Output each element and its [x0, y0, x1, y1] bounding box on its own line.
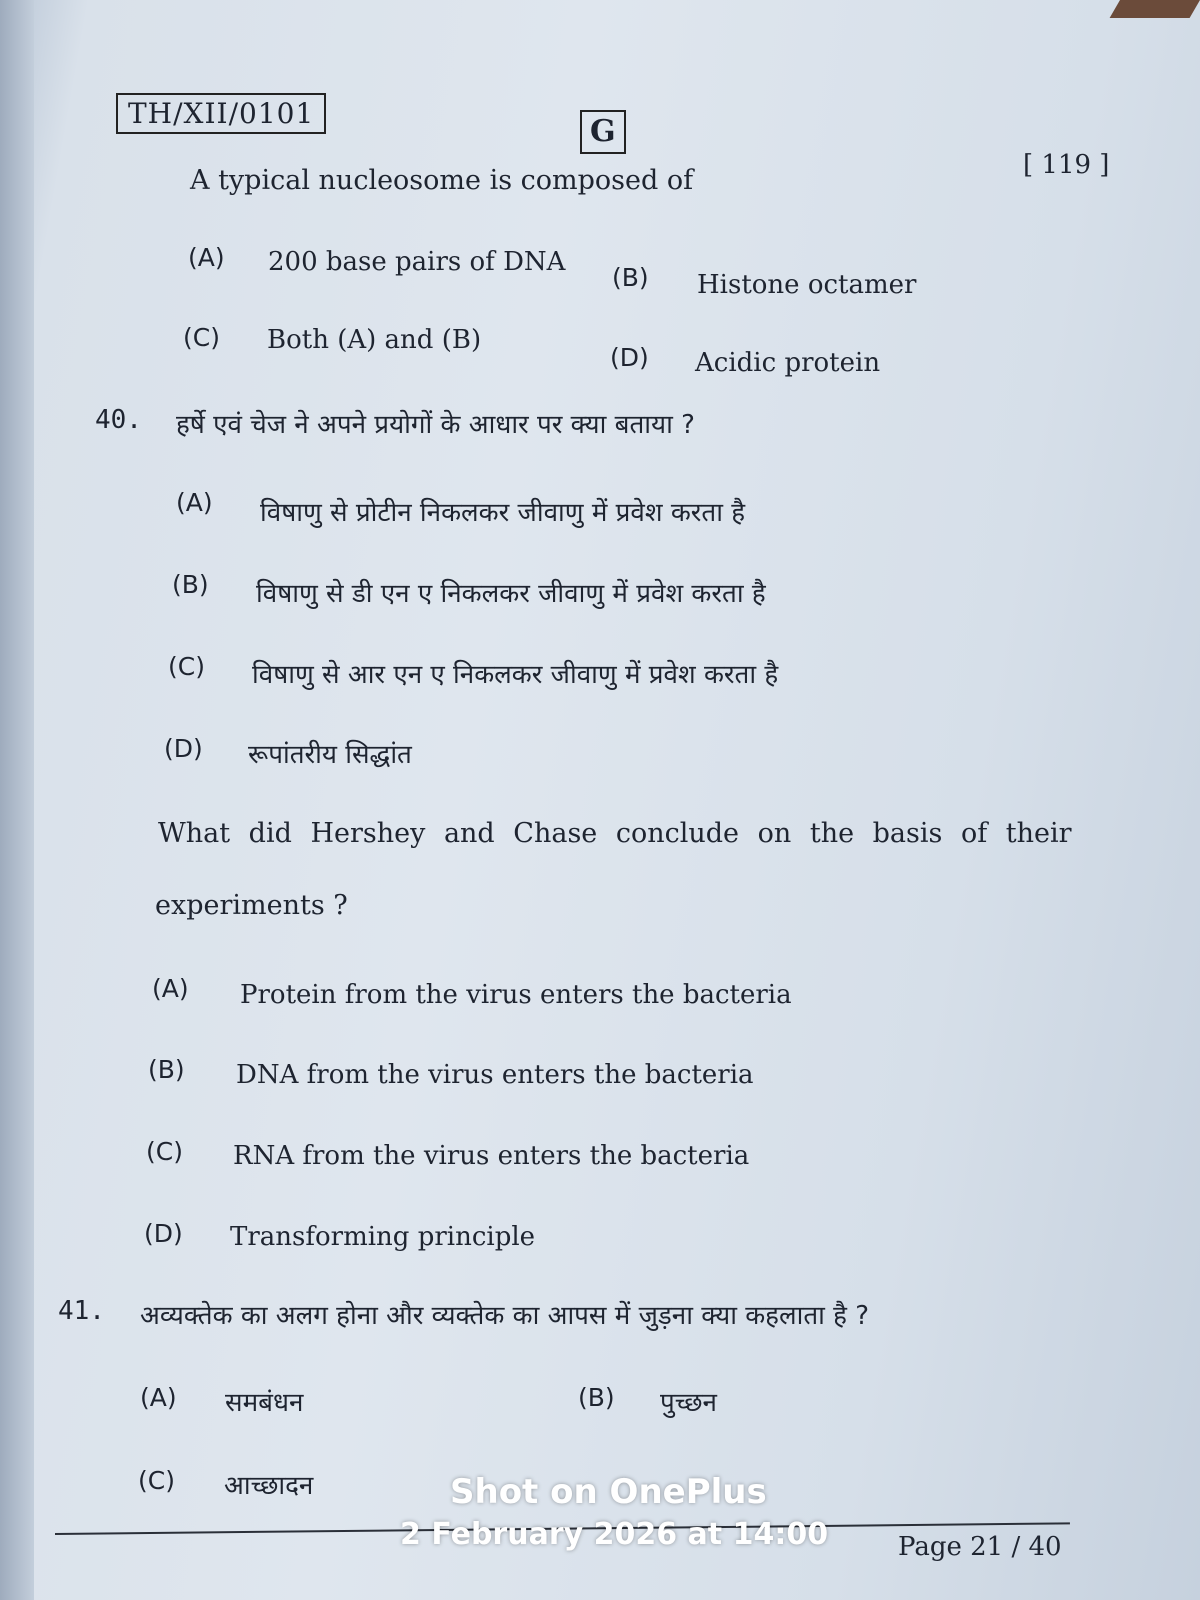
q40-en-opt-d-label: (D)	[144, 1219, 183, 1248]
q39-opt-b-label: (B)	[612, 263, 649, 292]
q39-opt-a-text: 200 base pairs of DNA	[268, 247, 566, 277]
q40-hi-opt-d-text: रूपांतरीय सिद्धांत	[248, 740, 412, 770]
q41-opt-b-label: (B)	[578, 1383, 615, 1412]
page-corner-shadow	[1110, 0, 1200, 18]
q40-en-opt-a-label: (A)	[152, 974, 189, 1003]
q40-hi-opt-c-label: (C)	[168, 652, 205, 681]
q39-opt-b-text: Histone octamer	[697, 270, 917, 300]
q40-hi-opt-b-label: (B)	[172, 570, 209, 599]
q39-opt-d-label: (D)	[610, 343, 649, 372]
q40-en-opt-b-text: DNA from the virus enters the bacteria	[236, 1060, 754, 1090]
q40-number: 40.	[95, 405, 142, 435]
q40-english-text-line1: What did Hershey and Chase conclude on the basis of their	[158, 818, 1072, 849]
q39-opt-c-label: (C)	[183, 323, 220, 352]
q40-en-opt-a-text: Protein from the virus enters the bacteria	[240, 980, 792, 1010]
q41-opt-a-text: समबंधन	[225, 1388, 304, 1418]
q41-number: 41.	[58, 1296, 105, 1326]
q40-hi-opt-a-label: (A)	[176, 488, 213, 517]
q39-opt-a-label: (A)	[188, 243, 225, 272]
q39-opt-c-text: Both (A) and (B)	[267, 325, 482, 355]
q41-hindi-text: अव्यक्तेक का अलग होना और व्यक्तेक का आपस में जुड़ना क्या कहलाता है ?	[140, 1301, 870, 1331]
q41-opt-c-text: आच्छादन	[224, 1471, 314, 1501]
paper-code: TH/XII/0101	[116, 93, 326, 134]
q40-en-opt-c-text: RNA from the virus enters the bacteria	[233, 1141, 750, 1171]
q40-hi-opt-b-text: विषाणु से डी एन ए निकलकर जीवाणु में प्रवेश करता है	[256, 579, 766, 609]
q40-en-opt-c-label: (C)	[146, 1137, 183, 1166]
q39-text: A typical nucleosome is composed of	[190, 165, 694, 196]
camera-watermark-brand: Shot on OnePlus	[450, 1472, 767, 1512]
q40-hi-opt-a-text: विषाणु से प्रोटीन निकलकर जीवाणु में प्रवेश करता है	[260, 498, 746, 528]
q40-en-opt-d-text: Transforming principle	[230, 1222, 536, 1252]
q39-opt-d-text: Acidic protein	[695, 348, 881, 378]
footer-page-number: Page 21 / 40	[898, 1532, 1062, 1562]
q40-english-text-line2: experiments ?	[155, 890, 348, 921]
q40-hi-opt-c-text: विषाणु से आर एन ए निकलकर जीवाणु में प्रवेश करता है	[252, 660, 779, 690]
q41-opt-b-text: पुच्छन	[660, 1388, 717, 1418]
camera-watermark-timestamp: 2 February 2026 at 14:00	[400, 1517, 829, 1552]
q40-hindi-text: हर्षे एवं चेज ने अपने प्रयोगों के आधार पर क्या बताया ?	[176, 410, 695, 440]
set-label: G	[580, 110, 626, 154]
q41-opt-c-label: (C)	[138, 1466, 175, 1495]
q40-en-opt-b-label: (B)	[148, 1055, 185, 1084]
page-number-top: [ 119 ]	[1023, 150, 1110, 180]
q41-opt-a-label: (A)	[140, 1383, 177, 1412]
q40-hi-opt-d-label: (D)	[164, 734, 203, 763]
